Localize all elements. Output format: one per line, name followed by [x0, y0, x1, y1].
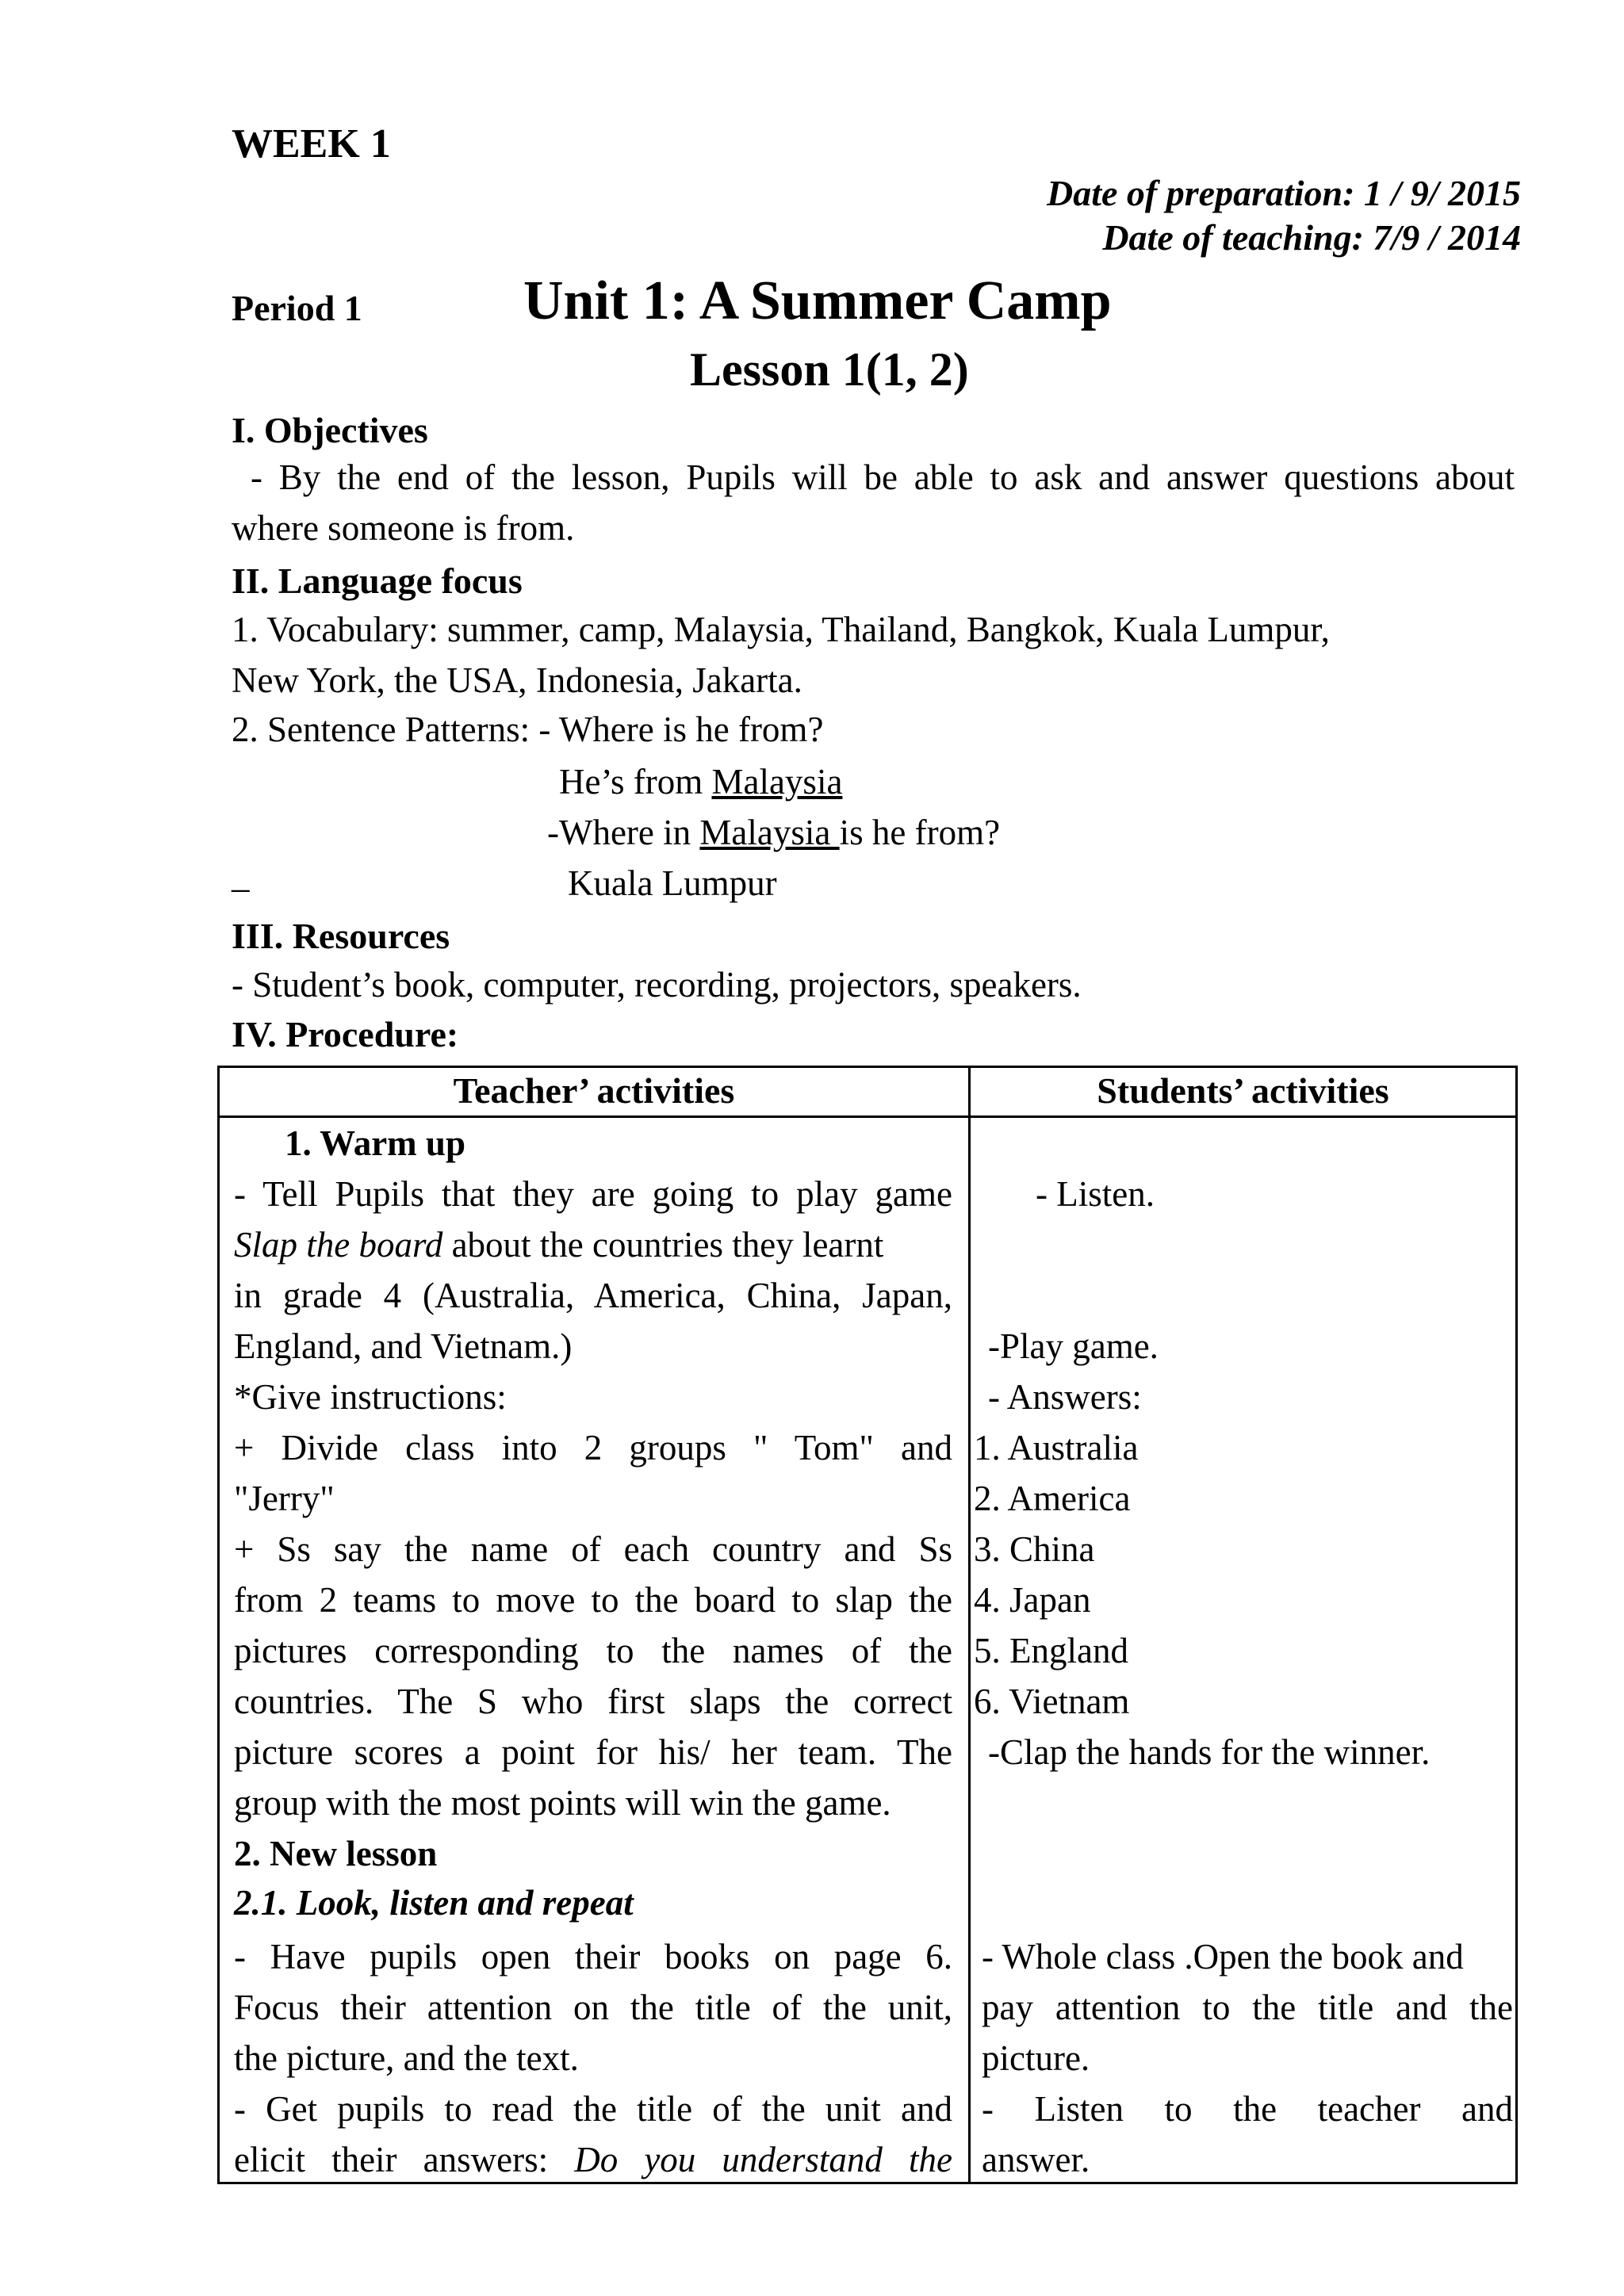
dates-block — [1047, 171, 1521, 260]
teacher-line: - Get pupils to read the title of the unit and — [234, 2089, 952, 2129]
teacher-line: "Jerry" — [234, 1479, 335, 1518]
period-label: Period 1 — [232, 288, 362, 328]
pattern-answer-2: Kuala Lumpur — [568, 863, 777, 903]
table-body-row — [219, 1117, 1517, 2183]
teacher-line-rest: about the countries they learnt — [442, 1225, 884, 1265]
pattern-answer-1 — [559, 756, 842, 807]
date-of-teaching: Date of teaching: 7/9 / 2014 — [1102, 217, 1521, 258]
answer-item: 5. England — [974, 1631, 1128, 1670]
resources-heading: III. Resources — [232, 916, 450, 956]
teacher-line: in grade 4 (Australia, America, China, Japan, — [234, 1276, 952, 1315]
new-lesson-heading: 2. New lesson — [234, 1834, 438, 1873]
teacher-line: from 2 teams to move to the board to slap the — [234, 1580, 952, 1620]
teacher-line: *Give instructions: — [234, 1377, 507, 1417]
student-line: -Play game. — [988, 1326, 1159, 1366]
resources-line: - Student’s book, computer, recording, projectors, speakers. — [232, 965, 1082, 1004]
objectives-line-1: - By the end of the lesson, Pupils will be able to ask and answer questions about — [251, 457, 1515, 497]
student-line: pay attention to the title and the — [982, 1988, 1513, 2027]
students-column-header: Students’ activities — [970, 1067, 1517, 1117]
student-line: picture. — [982, 2038, 1090, 2078]
teacher-line: picture scores a point for his/ her team. The — [234, 1732, 952, 1772]
teacher-line-plain: elicit their answers: — [234, 2140, 575, 2179]
procedure-heading: IV. Procedure: — [232, 1014, 459, 1054]
teacher-line: the picture, and the text. — [234, 2038, 579, 2078]
underscore-mark: _ — [232, 855, 250, 895]
question-2-prefix: -Where in — [547, 813, 700, 852]
answer-item: 2. America — [974, 1479, 1131, 1518]
teacher-question: Do you understand the — [574, 2140, 952, 2179]
answer-item: 3. China — [974, 1529, 1095, 1569]
student-line: - Whole class .Open the book and — [982, 1937, 1464, 1976]
procedure-table — [217, 1066, 1518, 2184]
student-line: - Listen. — [1036, 1174, 1155, 1214]
date-of-preparation: Date of preparation: 1 / 9/ 2015 — [1047, 173, 1521, 213]
teacher-line: group with the most points will win the game. — [234, 1783, 891, 1823]
answer-item: 4. Japan — [974, 1580, 1091, 1620]
unit-title: Unit 1: A Summer Camp — [523, 270, 1112, 331]
teacher-line: England, and Vietnam.) — [234, 1326, 573, 1366]
teacher-line — [234, 1219, 952, 1270]
game-name: Slap the board — [234, 1225, 443, 1265]
teacher-line: countries. The S who first slaps the correct — [234, 1682, 952, 1721]
student-line: - Listen to the teacher and — [982, 2089, 1513, 2129]
teacher-line: - Tell Pupils that they are going to play game — [234, 1174, 952, 1214]
question-2-suffix: is he from? — [839, 813, 1001, 852]
answer-item: 6. Vietnam — [974, 1682, 1130, 1721]
look-listen-repeat-heading: 2.1. Look, listen and repeat — [234, 1883, 634, 1923]
answer-1-prefix: He’s from — [559, 762, 712, 802]
lesson-title: Lesson 1(1, 2) — [690, 343, 969, 396]
teacher-activities-cell — [219, 1117, 970, 2183]
teacher-column-header: Teacher’ activities — [219, 1067, 970, 1117]
teacher-line: pictures corresponding to the names of the — [234, 1631, 952, 1670]
answer-1-place: Malaysia — [711, 762, 843, 802]
student-line: - Answers: — [988, 1377, 1142, 1417]
students-activities-cell — [970, 1117, 1517, 2183]
table-header-row — [219, 1067, 1517, 1117]
teacher-line: + Divide class into 2 groups " Tom" and — [234, 1428, 952, 1468]
vocabulary-line-2: New York, the USA, Indonesia, Jakarta. — [232, 660, 802, 700]
teacher-line: - Have pupils open their books on page 6. — [234, 1937, 952, 1976]
objectives-line-2: where someone is from. — [232, 508, 575, 548]
pattern-question-2 — [547, 807, 1000, 858]
week-label: WEEK 1 — [232, 121, 391, 166]
student-line: answer. — [982, 2140, 1090, 2179]
teacher-line: Focus their attention on the title of the unit, — [234, 1988, 952, 2027]
objectives-heading: I. Objectives — [232, 410, 428, 450]
question-2-place: Malaysia — [699, 813, 840, 852]
vocabulary-line-1: 1. Vocabulary: summer, camp, Malaysia, Thailand, Bangkok, Kuala Lumpur, — [232, 610, 1330, 649]
language-focus-heading: II. Language focus — [232, 561, 523, 601]
teacher-line: + Ss say the name of each country and Ss — [234, 1529, 952, 1569]
sentence-patterns-line: 2. Sentence Patterns: - Where is he from? — [232, 710, 824, 749]
warm-up-heading: 1. Warm up — [285, 1123, 465, 1163]
teacher-line — [234, 2134, 952, 2185]
answer-item: 1. Australia — [974, 1428, 1139, 1468]
student-line: -Clap the hands for the winner. — [988, 1732, 1431, 1772]
